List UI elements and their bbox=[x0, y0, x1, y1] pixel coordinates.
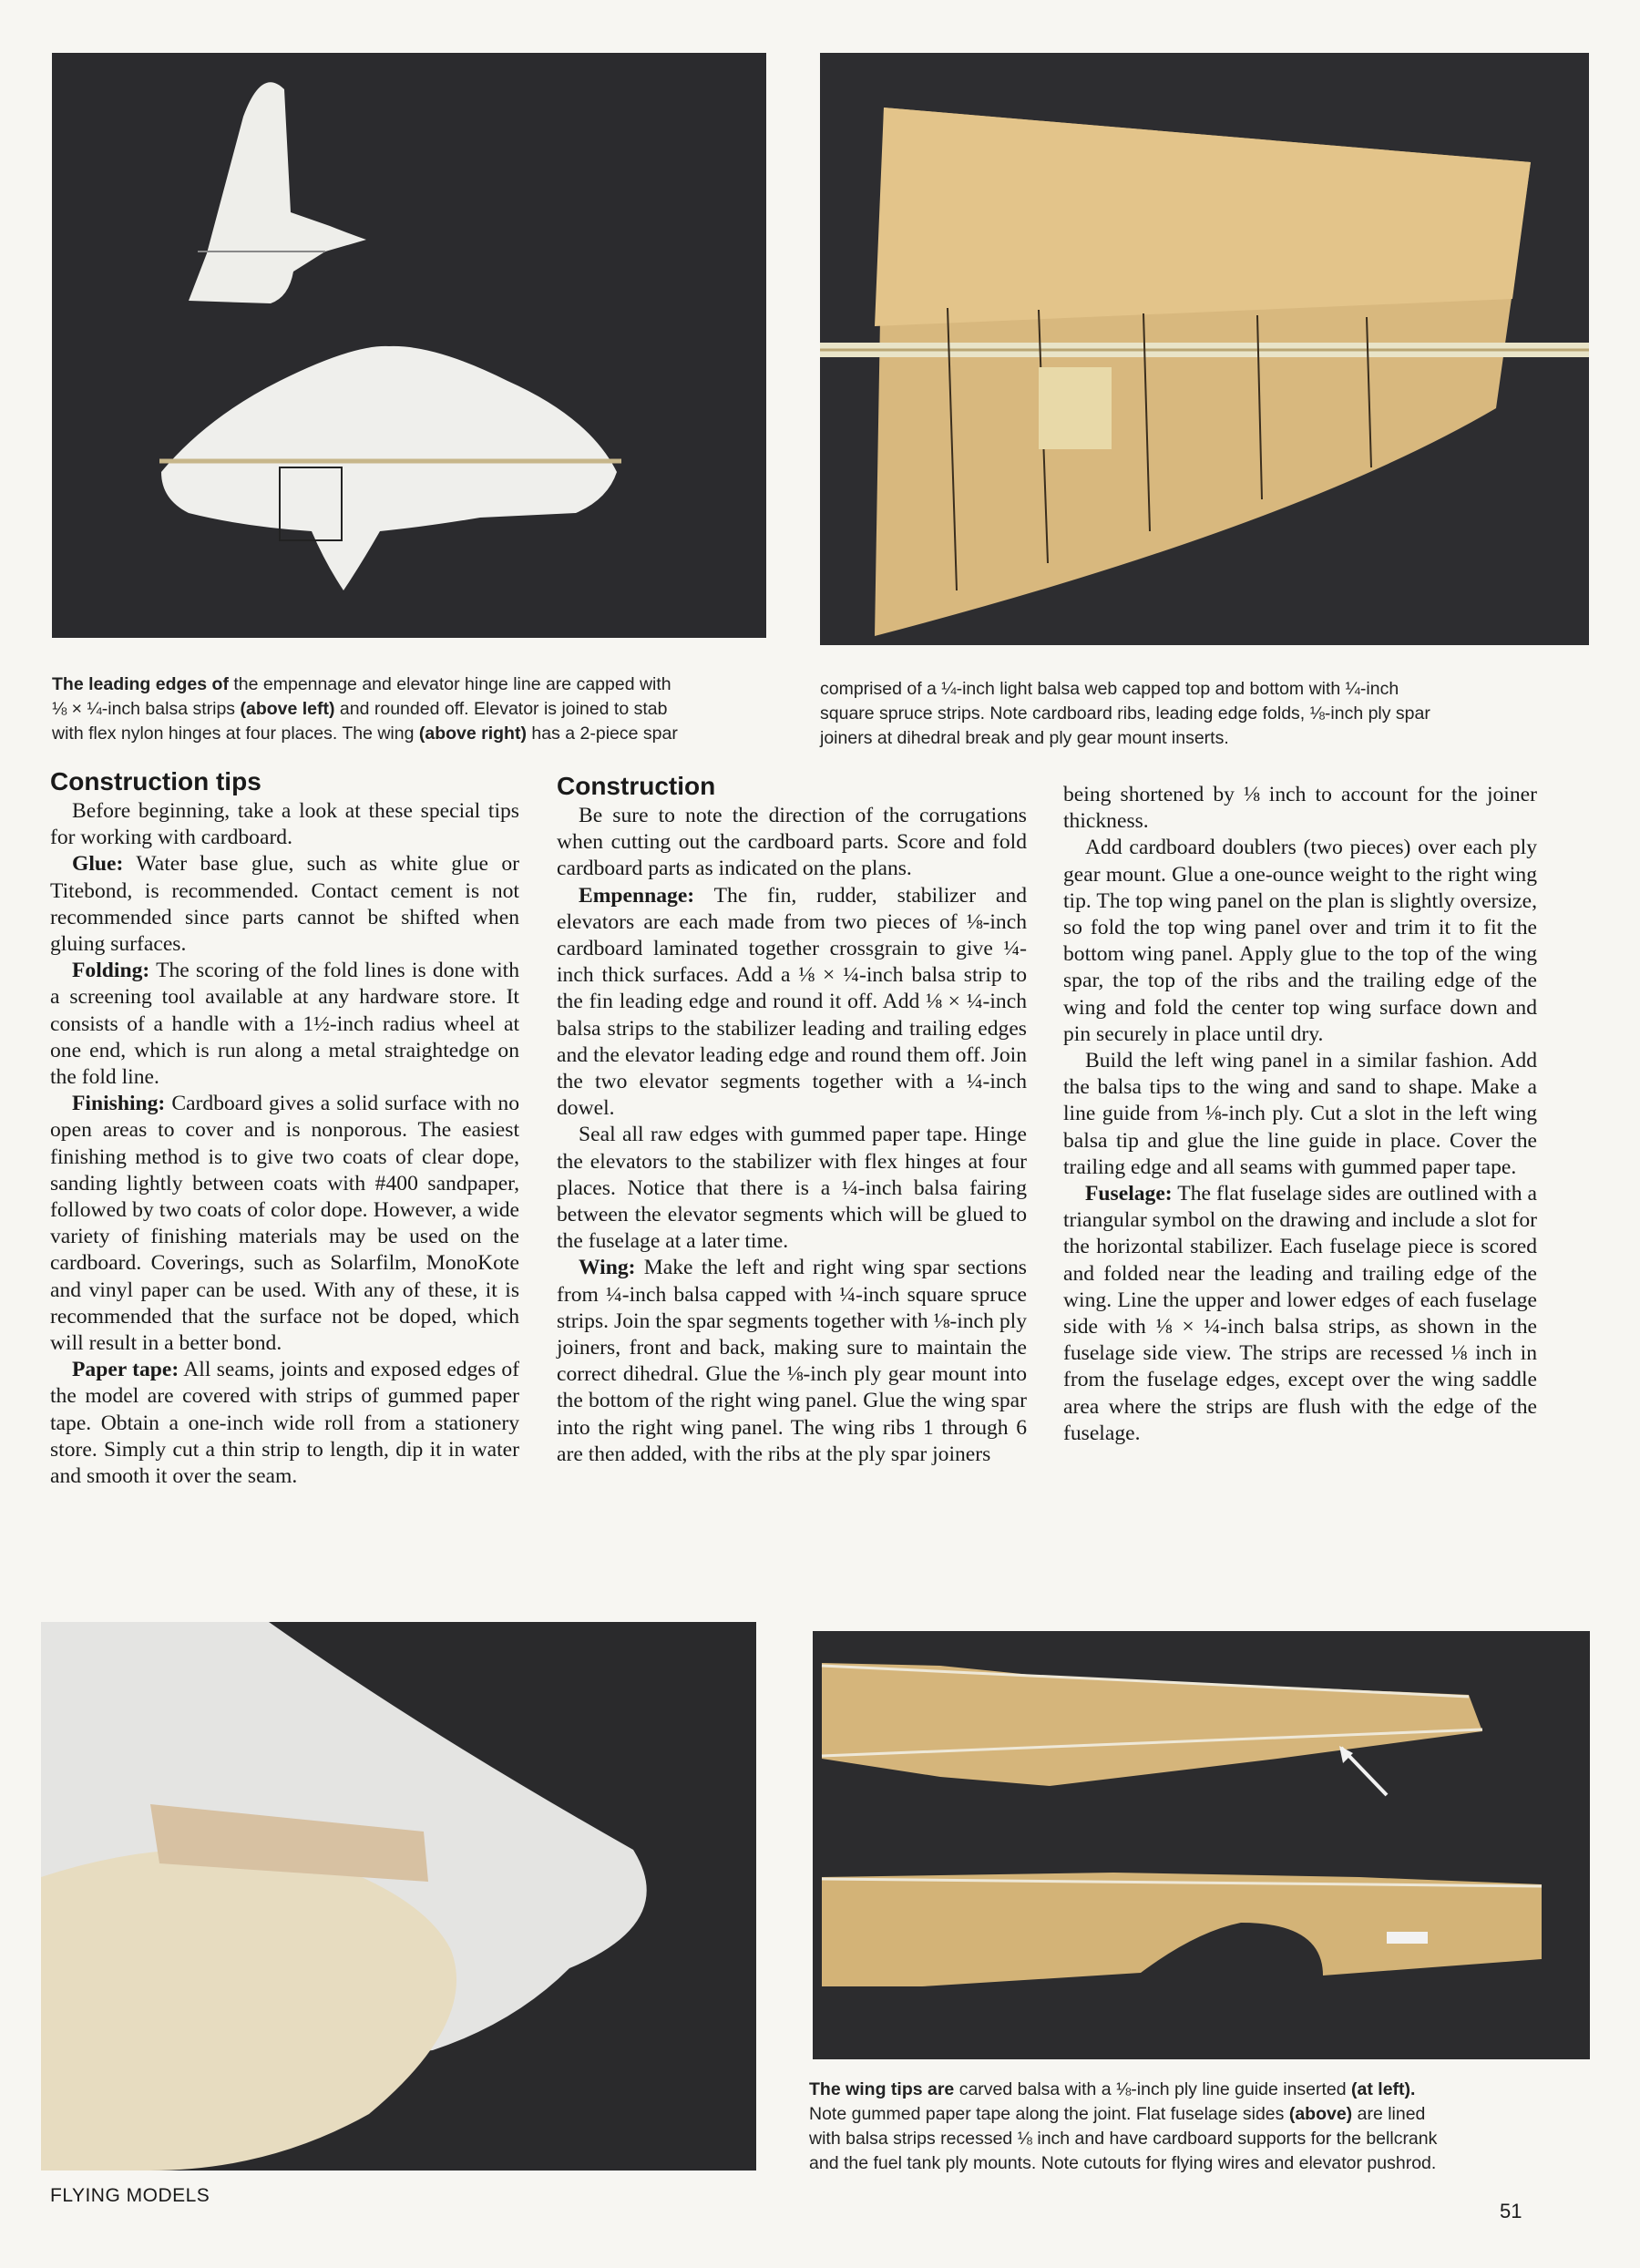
empennage-illustration bbox=[52, 53, 766, 638]
photo-fuselage-sides bbox=[813, 1631, 1590, 2059]
photo-wing-spar bbox=[820, 53, 1589, 645]
wing-tip-illustration bbox=[41, 1622, 756, 2171]
caption-line-4: and the fuel tank ply mounts. Note cutouts for flying wires and elevator pushrod. bbox=[809, 2153, 1437, 2173]
photo-empennage bbox=[52, 53, 766, 638]
page-number: 51 bbox=[1500, 2200, 1522, 2222]
fuselage-sides-illustration bbox=[813, 1631, 1590, 2059]
caption-line-3: joiners at dihedral break and ply gear mount inserts. bbox=[820, 728, 1229, 748]
paragraph: Be sure to note the direction of the corrugations when cutting out the cardboard parts. Score and fold cardboard parts as indicated on the plans. bbox=[557, 804, 1027, 881]
paragraph: Empennage: The fin, rudder, stabilizer and elevators are each made from two pieces of ⅛-inch cardboard laminated together crossgrain to give ¼-inch thick surfaces. Add a ⅛ × ¼-inch balsa strip to the fin leading edge and round it off. Add ⅛ × ¼-inch balsa strips to the stabilizer leading and trailing edges and the elevator leading edge and round them off. Join the two elevator segments together with a ¼-inch dowel. bbox=[557, 883, 1027, 1121]
section-heading: Construction tips bbox=[50, 767, 261, 795]
section-heading: Construction bbox=[557, 772, 716, 800]
paragraph: Before beginning, take a look at these special tips for working with cardboard. bbox=[50, 799, 519, 850]
paragraph: Build the left wing panel in a similar fashion. Add the balsa tips to the wing and sand to shape. Make a line guide from ⅛-inch ply. Cut a slot in the left wing balsa tip and glue the line guide in place. Cover the trailing edge and all seams with gummed paper tape. bbox=[1063, 1049, 1537, 1179]
magazine-name: FLYING MODELS bbox=[50, 2185, 210, 2206]
article-column-3 bbox=[1063, 782, 1537, 1447]
caption-line-3: with flex nylon hinges at four places. The wing (above right) has a 2-piece spar bbox=[52, 724, 678, 744]
paragraph: Seal all raw edges with gummed paper tape. Hinge the elevators to the stabilizer with flex hinges at four places. Notice that there is a ¼-inch balsa fairing between the elevator segments which will be glued to the fuselage at a later time. bbox=[557, 1123, 1027, 1254]
caption-line-1: comprised of a ¼-inch light balsa web capped top and bottom with ¼-inch bbox=[820, 679, 1399, 699]
paragraph: being shortened by ⅛ inch to account for the joiner thickness. bbox=[1063, 783, 1537, 834]
article-column-1 bbox=[50, 767, 519, 1490]
photo-wing-tip bbox=[41, 1622, 756, 2171]
paragraph: Add cardboard doublers (two pieces) over each ply gear mount. Glue a one-ounce weight to the right wing tip. The top wing panel on the plan is slightly oversize, so fold the top wing panel over and trim it to fit the bottom wing panel. Apply glue to the top of the wing spar, the top of the ribs and the trailing edge of the wing and fold the center top wing surface down and pin securely in place until dry. bbox=[1063, 836, 1537, 1046]
caption-line-2: Note gummed paper tape along the joint. Flat fuselage sides (above) are lined bbox=[809, 2104, 1426, 2124]
article-column-2 bbox=[557, 772, 1027, 1468]
paragraph: Finishing: Cardboard gives a solid surface with no open areas to cover and is nonporous. The easiest finishing method is to give two coats of clear dope, sanding lightly between coats with #400 sandpaper, followed by two coats of color dope. However, a wide variety of finishing materials may be used on the cardboard. Coverings, such as Solarfilm, MonoKote and vinyl paper can be used. With any of these, it is recommended that the surface not be doped, which will result in a better bond. bbox=[50, 1092, 519, 1356]
paragraph: Paper tape: All seams, joints and exposed edges of the model are covered with strips of gummed paper tape. Obtain a one-inch wide roll from a stationery store. Simply cut a thin strip to length, dip it in water and smooth it over the seam. bbox=[50, 1358, 519, 1489]
paragraph: Wing: Make the left and right wing spar sections from ¼-inch balsa capped with ¼-inch square spruce strips. Join the spar segments together with ⅛-inch ply joiners, front and back, making sure to maintain the correct dihedral. Glue the ⅛-inch ply gear mount into the bottom of the right wing panel. Glue the wing spar into the right wing panel. The wing ribs 1 through 6 are then added, with the ribs at the ply spar joiners bbox=[557, 1256, 1027, 1466]
caption-line-1: The wing tips are carved balsa with a ⅛-inch ply line guide inserted (at left). bbox=[809, 2079, 1416, 2099]
caption-line-3: with balsa strips recessed ⅛ inch and have cardboard supports for the bellcrank bbox=[809, 2129, 1438, 2149]
caption-line-2: square spruce strips. Note cardboard ribs, leading edge folds, ⅛-inch ply spar bbox=[820, 703, 1430, 724]
paragraph: Fuselage: The flat fuselage sides are outlined with a triangular symbol on the drawing and include a slot for the horizontal stabilizer. Each fuselage piece is scored and folded near the leading and trailing edge of the wing. Line the upper and lower edges of each fuselage side with ⅛ × ¼-inch balsa strips, as shown in the fuselage side view. The strips are recessed ⅛ inch in from the fuselage edges, except over the wing saddle area where the strips are flush with the edge of the fuselage. bbox=[1063, 1182, 1537, 1445]
caption-line-1: The leading edges of the empennage and elevator hinge line are capped with bbox=[52, 674, 671, 694]
caption-top-right bbox=[820, 677, 1594, 751]
caption-bottom-right bbox=[809, 2078, 1594, 2176]
caption-line-2: ⅛ × ¼-inch balsa strips (above left) and rounded off. Elevator is joined to stab bbox=[52, 699, 668, 719]
caption-top-left bbox=[52, 672, 772, 746]
paragraph: Folding: The scoring of the fold lines is done with a screening tool available at any hardware store. It consists of a handle with a 1½-inch radius wheel at one end, which is run along a metal straightedge on the fold line. bbox=[50, 959, 519, 1090]
paragraph: Glue: Water base glue, such as white glue or Titebond, is recommended. Contact cement is not recommended since parts cannot be shifted when gluing surfaces. bbox=[50, 852, 519, 957]
wing-spar-illustration bbox=[820, 53, 1589, 645]
